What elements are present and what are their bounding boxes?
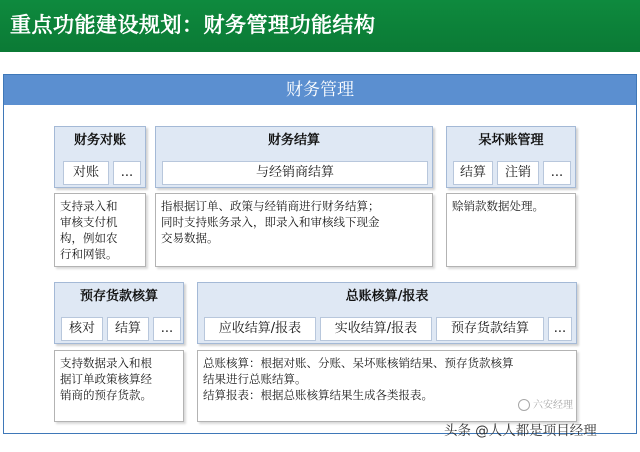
module-title: 呆坏账管理 <box>478 133 544 148</box>
module-prepayment <box>54 282 184 344</box>
module-title: 预存货款核算 <box>79 289 158 304</box>
desc-prepayment <box>54 350 184 422</box>
desc-line: 支持数据录入和根 <box>60 356 152 370</box>
frame-title: 财务管理 <box>4 75 636 105</box>
module-title: 财务结算 <box>267 133 320 148</box>
desc-line: 结果进行总账结算。 <box>203 372 307 386</box>
desc-line: 审核支付机 <box>60 215 118 229</box>
slide-header <box>0 0 640 52</box>
desc-line: 支持录入和 <box>60 199 118 213</box>
slide-title: 重点功能建设规划：财务管理功能结构 <box>10 13 376 37</box>
module-settlement <box>155 126 433 188</box>
desc-line: 交易数据。 <box>161 231 219 245</box>
desc-settlement <box>155 193 433 267</box>
chip-dealer-settlement[interactable]: 与经销商结算 <box>162 161 428 185</box>
desc-line: 据订单政策核算经 <box>60 372 152 386</box>
chip-more[interactable]: ... <box>543 161 571 185</box>
chip-settle[interactable]: 结算 <box>107 317 149 341</box>
module-reconcile <box>54 126 146 188</box>
chip-settle[interactable]: 结算 <box>453 161 493 185</box>
desc-reconcile <box>54 193 146 267</box>
module-title: 总账核算/报表 <box>345 289 429 304</box>
chip-more[interactable]: ... <box>548 317 572 341</box>
chip-more[interactable]: ... <box>113 161 141 185</box>
watermark-logo-icon <box>518 399 530 411</box>
chip-receivable[interactable]: 应收结算/报表 <box>204 317 316 341</box>
module-ledger <box>197 282 577 344</box>
module-bad-debt <box>446 126 576 188</box>
desc-line: 行和网银。 <box>60 247 118 261</box>
chip-reconcile[interactable]: 对账 <box>63 161 109 185</box>
desc-line: 构，例如农 <box>60 231 118 245</box>
watermark-logo <box>518 396 573 411</box>
watermark-text: 头条 @人人都是项目经理 <box>444 423 597 439</box>
desc-line: 结算报表：根据总账核算结果生成各类报表。 <box>203 388 433 402</box>
chip-more[interactable]: ... <box>153 317 181 341</box>
module-title: 财务对账 <box>73 133 126 148</box>
watermark-logo-text: 六安经理 <box>533 400 573 411</box>
desc-ledger <box>197 350 577 422</box>
desc-line: 总账核算：根据对账、分账、呆坏账核销结果、预存货款核算 <box>203 356 514 370</box>
desc-bad-debt <box>446 193 576 267</box>
chip-write-off[interactable]: 注销 <box>497 161 539 185</box>
desc-line: 赊销款数据处理。 <box>452 199 544 213</box>
chip-prepayment-settle[interactable]: 预存货款结算 <box>436 317 544 341</box>
desc-line: 指根据订单、政策与经销商进行财务结算； <box>161 199 380 213</box>
desc-line: 销商的预存货款。 <box>60 388 152 402</box>
desc-line: 同时支持账务录入，即录入和审核线下现金 <box>161 215 380 229</box>
chip-verify[interactable]: 核对 <box>61 317 103 341</box>
chip-received[interactable]: 实收结算/报表 <box>320 317 432 341</box>
